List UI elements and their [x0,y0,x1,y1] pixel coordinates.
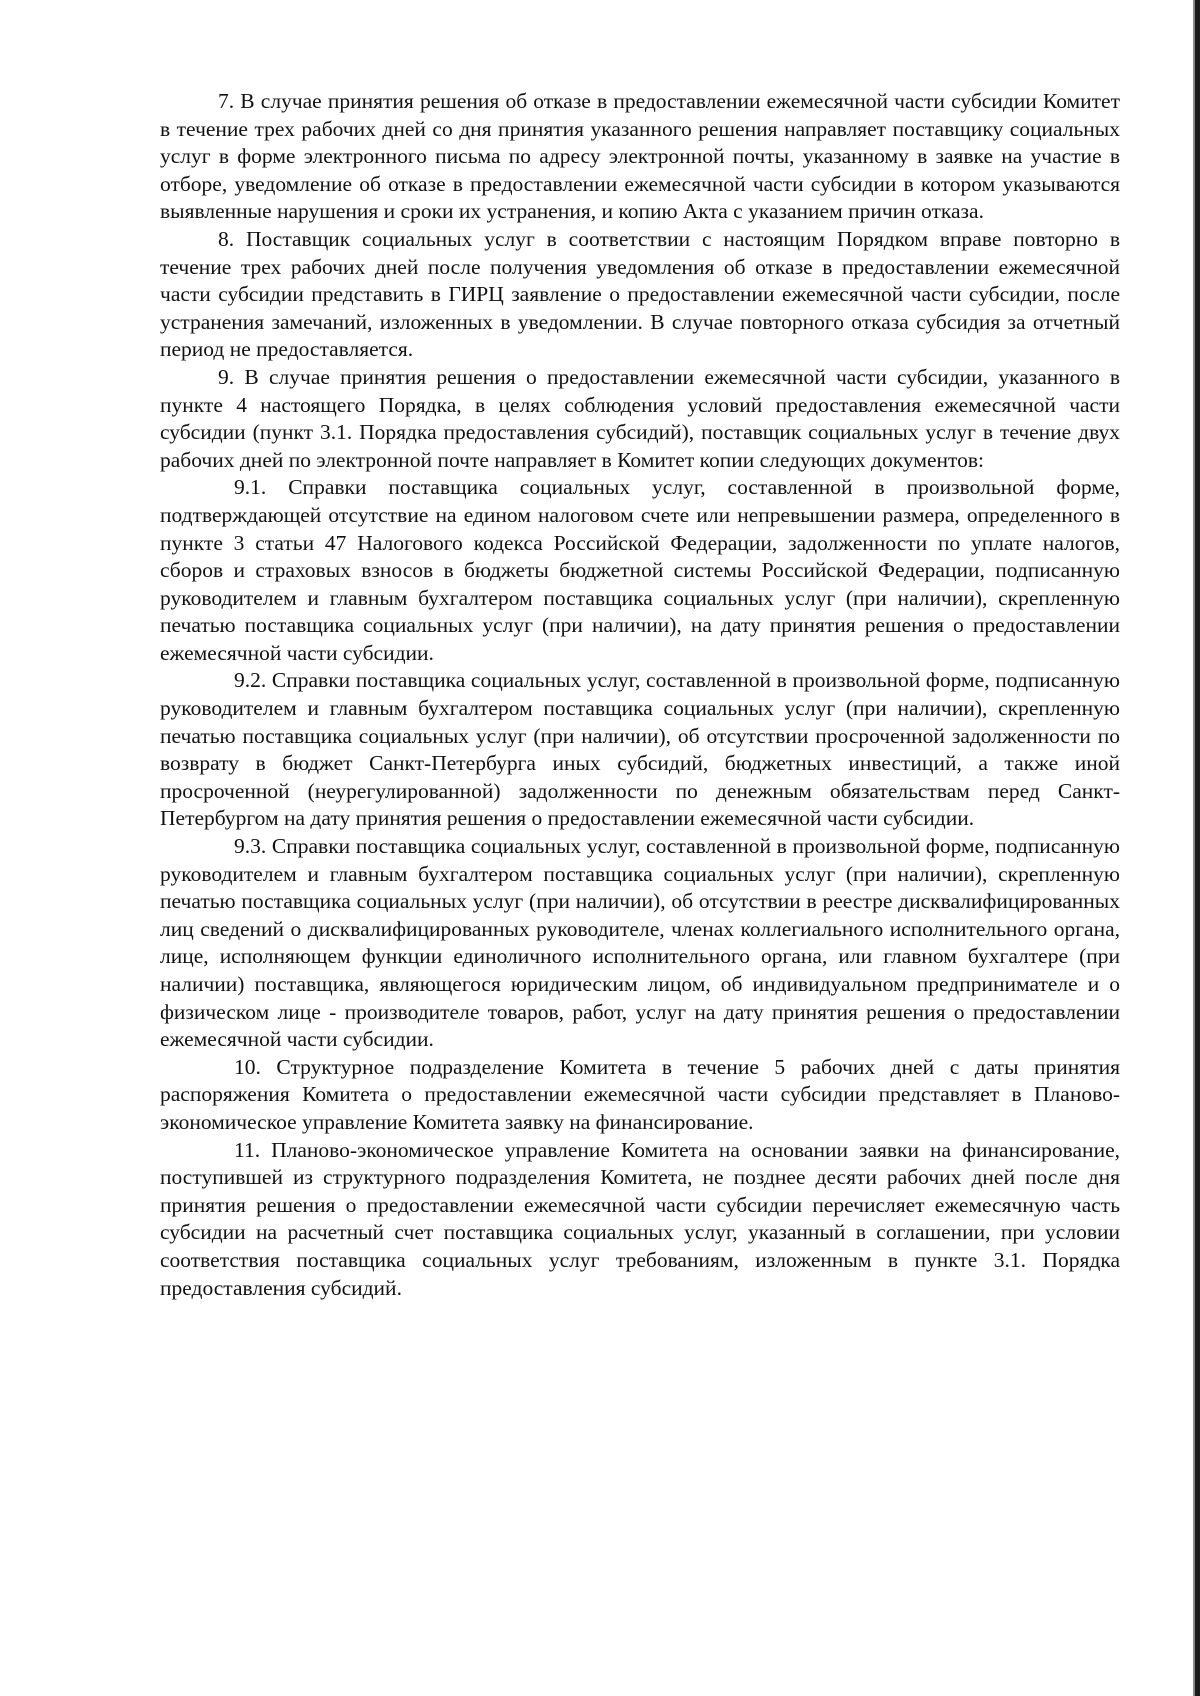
scan-edge [1195,0,1200,1696]
paragraph-9-1: 9.1. Справки поставщика социальных услуг, составленной в произвольной форме, подтверждающей отсутствие на едином налоговом счете или непревышении размера, определенного в пункте 3 статьи 47 Налогового кодекса Российской Федерации, задолженности по уплате налогов, сборов и страховых взносов в бюджеты бюджетной системы Российской Федерации, подписанную руководителем и главным бухгалтером поставщика социальных услуг (при наличии), скрепленную печатью поставщика социальных услуг (при наличии), на дату принятия решения о предоставлении ежемесячной части субсидии. [160,475,1120,665]
paragraph-9-2: 9.2. Справки поставщика социальных услуг, составленной в произвольной форме, подписанную руководителем и главным бухгалтером поставщика социальных услуг (при наличии), скрепленную печатью поставщика социальных услуг (при наличии), об отсутствии просроченной задолженности по возврату в бюджет Санкт-Петербурга иных субсидий, бюджетных инвестиций, а также иной просроченной (неурегулированной) задолженности по денежным обязательствам перед Санкт-Петербургом на дату принятия решения о предоставлении ежемесячной части субсидии. [160,668,1120,831]
paragraph-11: 11. Планово-экономическое управление Комитета на основании заявки на финансирование, поступившей из структурного подразделения Комитета, не позднее десяти рабочих дней после дня принятия решения о предоставлении ежемесячной части субсидии перечисляет ежемесячную часть субсидии на расчетный счет поставщика социальных услуг, указанный в соглашении, при условии соответствия поставщика социальных услуг требованиям, изложенным в пункте 3.1. Порядка предоставления субсидий. [160,1137,1120,1300]
paragraph-9: 9. В случае принятия решения о предоставлении ежемесячной части субсидии, указанного в пункте 4 настоящего Порядка, в целях соблюдения условий предоставления ежемесячной части субсидии (пункт 3.1. Порядка предоставления субсидий), поставщик социальных услуг в течение двух рабочих дней по электронной почте направляет в Комитет копии следующих документов: [160,364,1120,472]
paragraph-8: 8. Поставщик социальных услуг в соответствии с настоящим Порядком вправе повторно в течение трех рабочих дней после получения уведомления об отказе в предоставлении ежемесячной части субсидии представить в ГИРЦ заявление о предоставлении ежемесячной части субсидии, после устранения замечаний, изложенных в уведомлении. В случае повторного отказа субсидия за отчетный период не предоставляется. [160,226,1120,362]
document-body [160,88,1120,1302]
paragraph-9-3: 9.3. Справки поставщика социальных услуг, составленной в произвольной форме, подписанную руководителем и главным бухгалтером поставщика социальных услуг (при наличии), скрепленную печатью поставщика социальных услуг (при наличии), об отсутствии в реестре дисквалифицированных лиц сведений о дисквалифицированных руководителе, членах коллегиального исполнительного органа, лице, исполняющем функции единоличного исполнительного органа, или главном бухгалтере (при наличии) поставщика, являющегося юридическим лицом, об индивидуальном предпринимателе и о физическом лице - производителе товаров, работ, услуг на дату принятия решения о предоставлении ежемесячной части субсидии. [160,834,1120,1052]
paragraph-7: 7. В случае принятия решения об отказе в предоставлении ежемесячной части субсидии Комитет в течение трех рабочих дней со дня принятия указанного решения направляет поставщику социальных услуг в форме электронного письма по адресу электронной почты, указанному в заявке на участие в отборе, уведомление об отказе в предоставлении ежемесячной части субсидии в котором указываются выявленные нарушения и сроки их устранения, и копию Акта с указанием причин отказа. [160,89,1120,224]
paragraph-10: 10. Структурное подразделение Комитета в течение 5 рабочих дней с даты принятия распоряжения Комитета о предоставлении ежемесячной части субсидии представляет в Планово-экономическое управление Комитета заявку на финансирование. [160,1054,1120,1134]
